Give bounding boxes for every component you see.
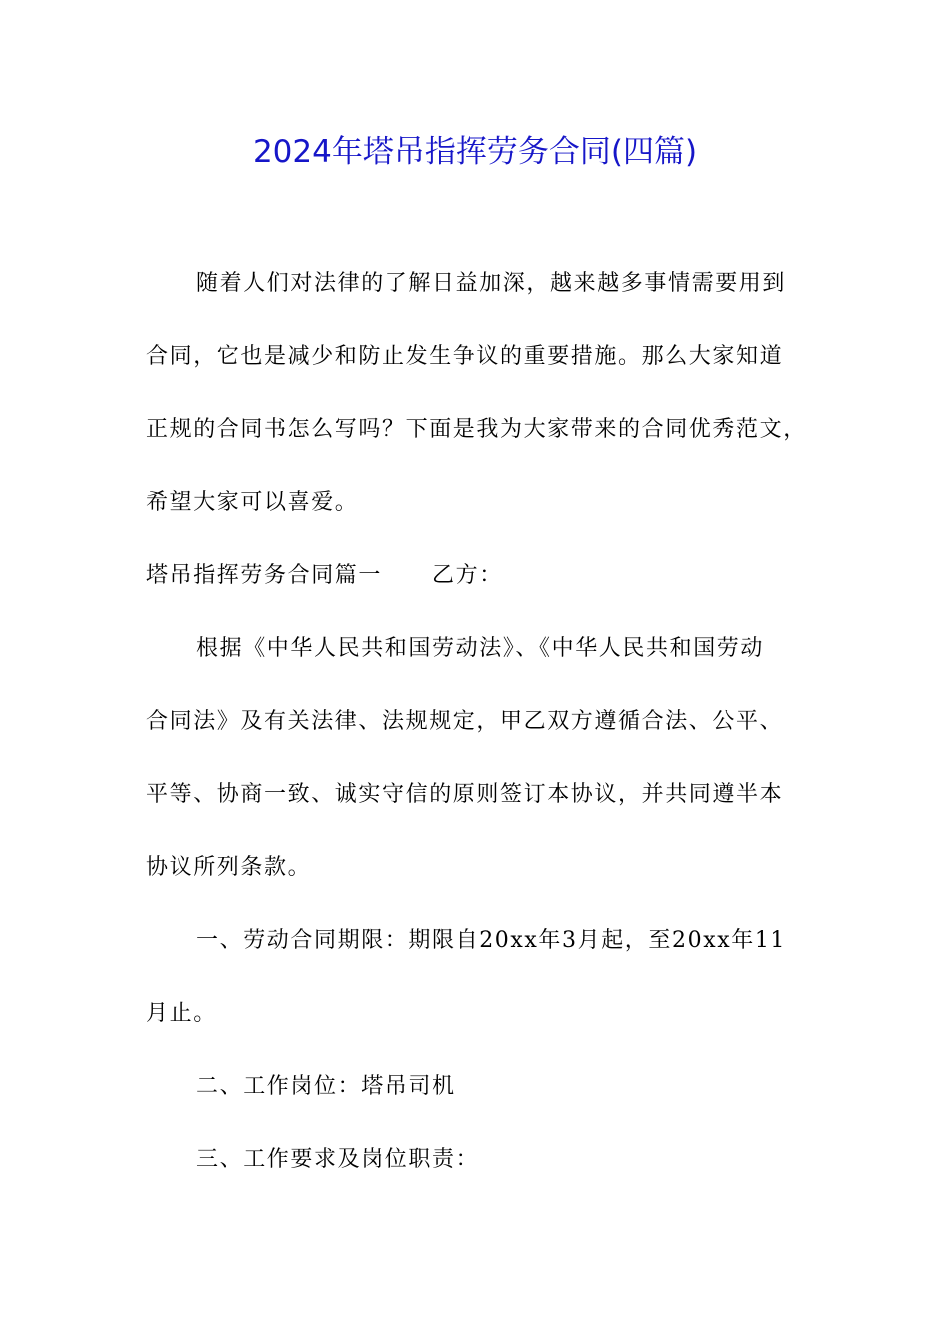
basis-line-3: 平等、协商一致、诚实守信的原则签订本协议，并共同遵半本: [146, 782, 784, 807]
basis-line-2: 合同法》及有关法律、法规规定，甲乙双方遵循合法、公平、: [146, 709, 784, 734]
document-title: 2024年塔吊指挥劳务合同(四篇): [252, 134, 698, 170]
clause-1: [146, 904, 806, 1050]
clause-2: [146, 1050, 806, 1123]
clause-2-text: 二、工作岗位：塔吊司机: [196, 1074, 456, 1099]
intro-line-4: 希望大家可以喜爱。: [146, 490, 359, 515]
section-heading: 塔吊指挥劳务合同篇一: [146, 563, 383, 588]
party-b-label: 乙方：: [432, 563, 503, 588]
clause-3: [146, 1123, 806, 1196]
section-heading-line: [146, 539, 806, 612]
basis-line-4: 协议所列条款。: [146, 855, 312, 880]
clause-1-line-1: 一、劳动合同期限：期限自20xx年3月起，至20xx年11: [196, 928, 787, 953]
intro-paragraph: [146, 247, 806, 539]
basis-line-1: 根据《中华人民共和国劳动法》、《中华人民共和国劳动: [196, 636, 765, 661]
basis-paragraph: [146, 612, 806, 904]
intro-line-2: 合同，它也是减少和防止发生争议的重要措施。那么大家知道: [146, 344, 784, 369]
document-body: [146, 247, 806, 1196]
clause-1-line-2: 月止。: [146, 1001, 217, 1026]
clause-3-text: 三、工作要求及岗位职责：: [196, 1147, 480, 1172]
intro-line-3: 正规的合同书怎么写吗？下面是我为大家带来的合同优秀范文，: [146, 417, 807, 442]
intro-line-1: 随着人们对法律的了解日益加深，越来越多事情需要用到: [196, 271, 787, 296]
